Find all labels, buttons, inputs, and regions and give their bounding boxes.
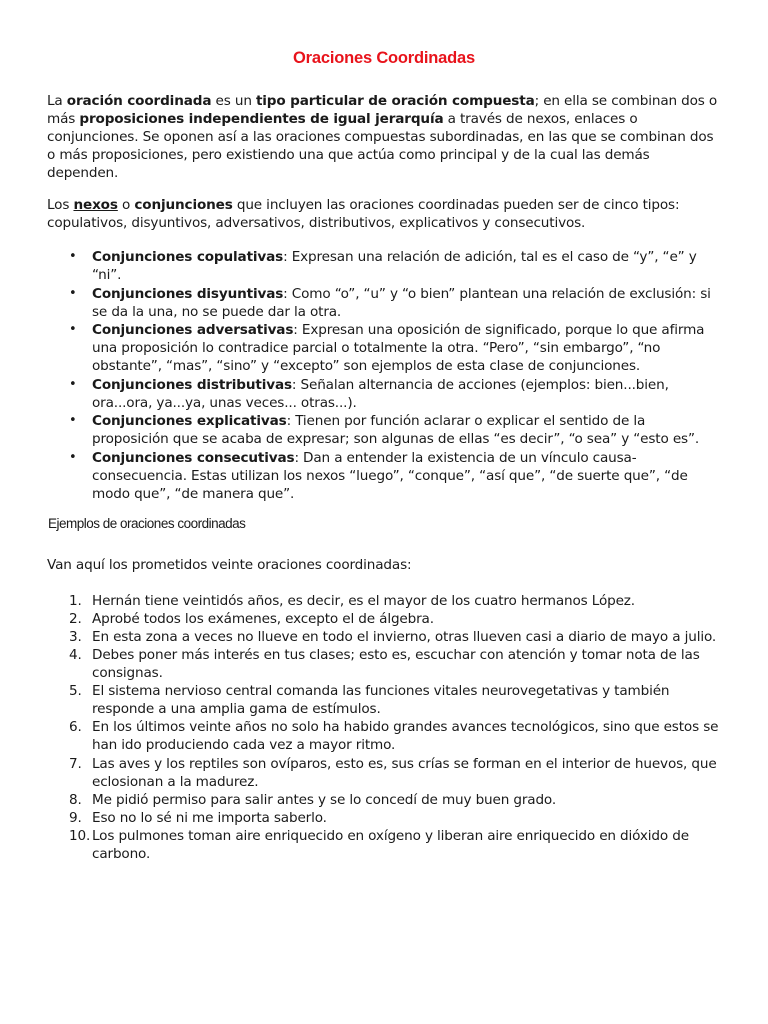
item-text: Me pidió permiso para salir antes y se lo concedí de muy buen grado. [92,791,557,808]
item-text: En los últimos veinte años no solo ha habido grandes avances tecnológicos, sino que estos se han ido produciendo cada vez a mayor ritmo. [92,719,719,754]
list-item [47,628,719,646]
item-number: 7. [69,755,82,772]
bullet-icon: • [69,376,77,392]
list-item [47,809,719,827]
text: : Tienen por función aclarar o explicar el sentido de la proposición que se acaba de expresar; son algunas de ellas “es decir”, “o sea” y “esto es”. [92,413,700,447]
bullet-icon: • [69,285,77,301]
conjunction-list [47,248,719,503]
list-item [47,376,719,412]
list-item [47,827,719,863]
item-text: Las aves y los reptiles son ovíparos, esto es, sus crías se forman en el interior de huevos, que eclosionan a la madurez. [92,755,717,790]
page-title: Oraciones Coordinadas [293,49,475,67]
bullet-icon: • [69,413,77,428]
nexos-paragraph [47,196,719,232]
text: o [117,197,135,213]
bullet-icon: • [69,322,77,337]
item-text: El sistema nervioso central comanda las funciones vitales neurovegetativas y también responde a una amplia gama de estímulos. [92,683,670,718]
bold-term: Conjunciones copulativas [92,249,284,265]
list-item [47,285,719,321]
item-number: 5. [69,683,82,700]
list-item [47,248,719,284]
examples-intro: Van aquí los prometidos veinte oraciones coordinadas: [47,557,412,573]
text: ; en ella se combinan dos o más [47,93,718,127]
bullet-icon: • [69,249,77,264]
text: a través de nexos, enlaces o conjunciones. Se oponen así a las oraciones compuestas subordinadas, en las que se combinan dos o más proposiciones, pero existiendo una que actúa como principal y de la cual las demás dependen. [47,111,714,181]
item-text: Los pulmones toman aire enriquecido en oxígeno y liberan aire enriquecido en dióxido de carbono. [92,827,689,862]
bold-term: oración coordinada [66,93,212,109]
item-text: En esta zona a veces no llueve en todo el invierno, otras llueven casi a diario de mayo a julio. [92,629,717,646]
bold-term: proposiciones independientes de igual jerarquía [79,111,444,127]
item-number: 10. [69,827,91,844]
text: Los [47,197,74,213]
bullet-icon: • [69,449,77,465]
item-text: Hernán tiene veintidós años, es decir, es el mayor de los cuatro hermanos López. [92,593,635,609]
item-number: 9. [69,809,82,826]
item-number: 8. [69,791,82,808]
item-number: 1. [69,593,82,609]
list-item [47,718,719,754]
item-number: 6. [69,719,82,736]
list-item [47,791,719,809]
text: : Señalan alternancia de acciones (ejemplos: bien...bien, ora...ora, ya...ya, unas veces... otras...). [92,376,669,411]
item-number: 2. [69,611,82,628]
intro-paragraph [47,92,719,182]
text: que incluyen las oraciones coordinadas pueden ser de cinco tipos: copulativos, disyuntivos, adversativos, distributivos, explicativos y consecutivos. [47,197,680,231]
item-text: Debes poner más interés en tus clases; esto es, escuchar con atención y tomar nota de las consignas. [92,647,700,682]
item-number: 3. [69,629,82,646]
bold-term: tipo particular de oración compuesta [255,93,535,109]
list-item [47,321,719,375]
text: La [47,93,67,109]
list-item [47,449,719,503]
text: : Expresan una relación de adición, tal es el caso de “y”, “e” y “ni”. [92,249,697,283]
list-item [47,682,719,718]
bold-term: Conjunciones disyuntivas [92,285,284,302]
item-text: Aprobé todos los exámenes, excepto el de álgebra. [92,611,434,628]
examples-list [47,592,719,863]
bold-term: Conjunciones explicativas [92,413,287,429]
list-item [47,646,719,682]
item-number: 4. [69,647,82,664]
list-item [47,592,719,610]
bold-underlined-term: nexos [73,197,118,213]
list-item [47,610,719,628]
list-item [47,755,719,791]
bold-term: Conjunciones consecutivas [92,449,295,466]
text: : Expresan una oposición de significado, porque lo que afirma una proposición lo contradice parcial o totalmente la otra. “Pero”, “sin embargo”, “no obstante”, “mas”, “sino” y “excepto” son ejemplos de esta clase de conjunciones. [92,322,705,374]
section-heading: Ejemplos de oraciones coordinadas [48,516,246,531]
text: : Como “o”, “u” y “o bien” plantean una relación de exclusión: si se da la una, no se puede dar la otra. [92,285,711,320]
list-item [47,412,719,448]
text: es un [211,93,256,109]
item-text: Eso no lo sé ni me importa saberlo. [92,809,327,826]
text: : Dan a entender la existencia de un vínculo causa-consecuencia. Estas utilizan los nexos “luego”, “conque”, “así que”, “de suerte que”, “de modo que”, “de manera que”. [92,449,688,502]
bold-term: conjunciones [134,197,233,213]
bold-term: Conjunciones distributivas [92,376,292,393]
bold-term: Conjunciones adversativas [92,322,294,338]
